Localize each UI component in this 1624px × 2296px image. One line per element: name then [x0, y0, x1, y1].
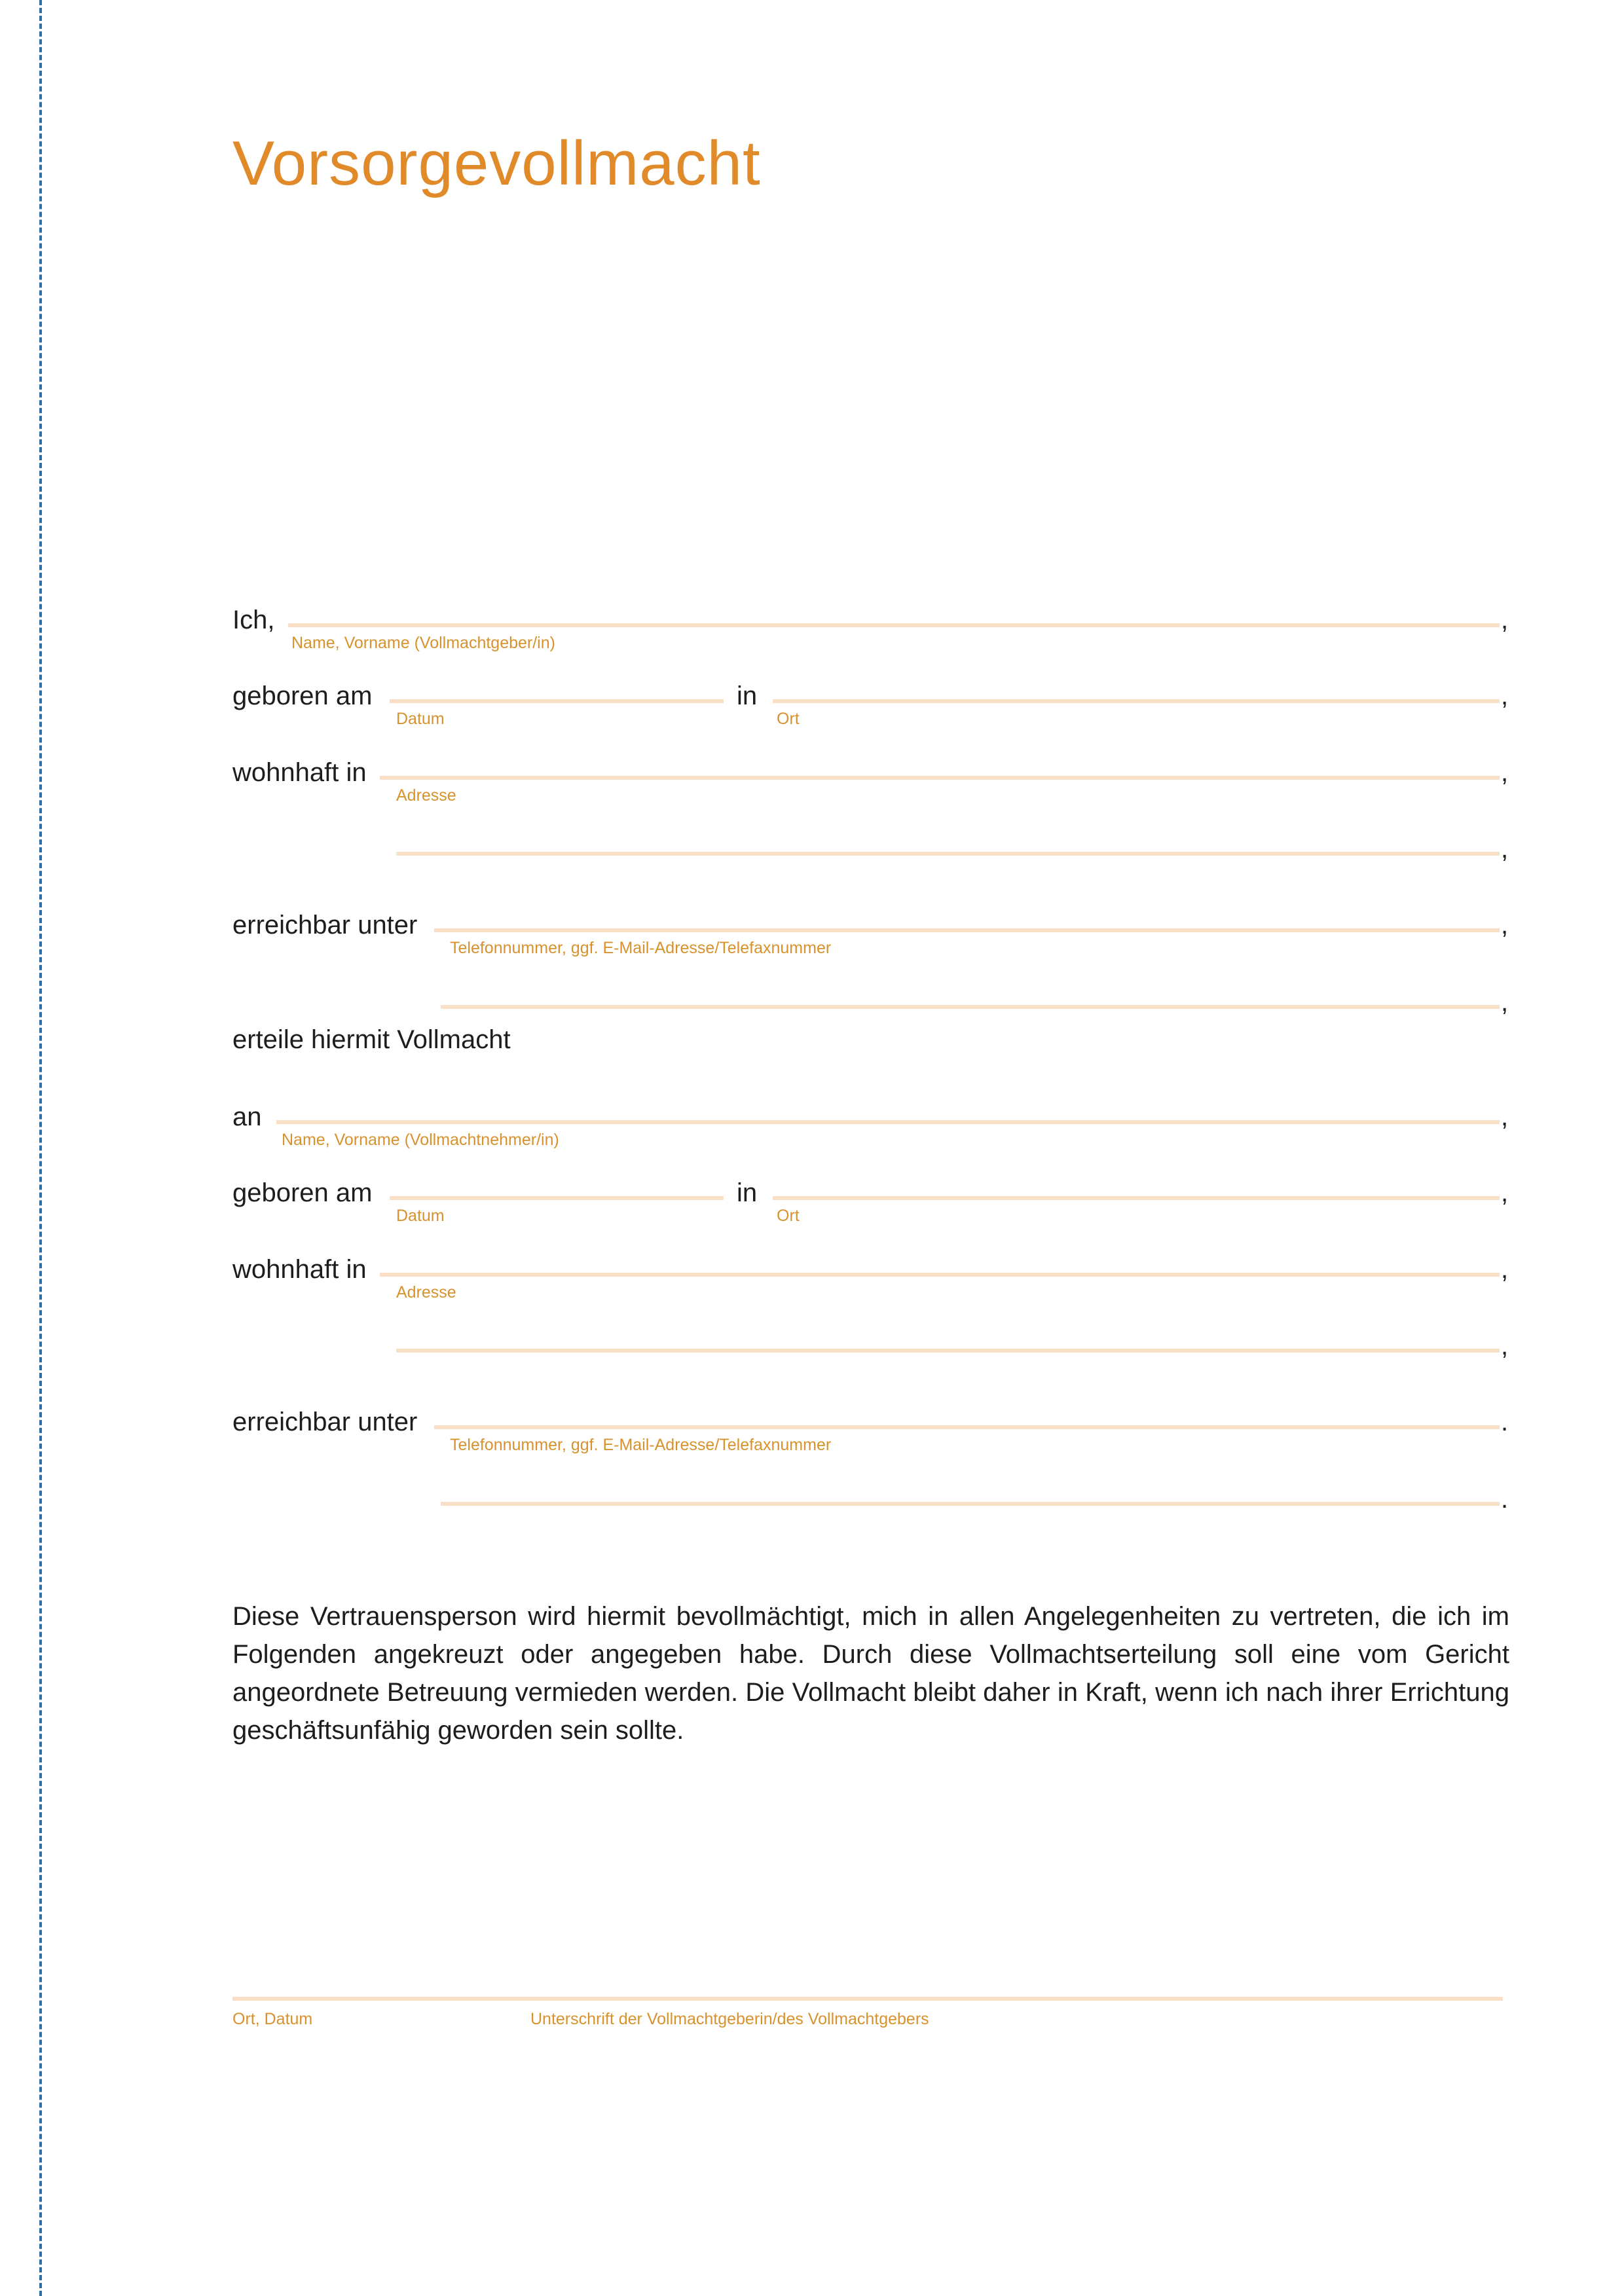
grantee-resident-label: wohnhaft in [232, 1255, 367, 1284]
grantee-birthplace-field[interactable] [773, 1196, 1500, 1200]
grantee-address-field-2[interactable] [396, 1349, 1500, 1353]
punct-comma: , [1501, 758, 1509, 787]
punct-period: . [1501, 1485, 1509, 1514]
grantor-reachable-label: erreichbar unter [232, 911, 418, 939]
punct-comma: , [1501, 1332, 1509, 1360]
authorization-paragraph: Diese Vertrauensperson wird hiermit bevollmächtigt, mich in allen Angelegenheiten zu vertreten, die ich im Folgenden angekreuzt oder angegeben habe. Durch diese Vollmachtserteilung soll eine vom Gericht angeordnete Betreuung vermieden werden. Die Vollmacht bleibt daher in Kraft, wenn ich nach ihrer Errichtung geschäftsunfähig geworden sein sollte. [232, 1602, 1509, 1745]
grantee-address-hint: Adresse [396, 1283, 456, 1302]
grantee-contact-hint: Telefonnummer, ggf. E-Mail-Adresse/Telefaxnummer [450, 1436, 832, 1454]
grantee-contact-field-2[interactable] [441, 1502, 1500, 1506]
grantee-name-field[interactable] [276, 1120, 1500, 1124]
grantor-ich-label: Ich, [232, 606, 275, 634]
punct-comma: , [1501, 1255, 1509, 1284]
grantor-contact-field-2[interactable] [441, 1005, 1500, 1009]
grantor-date-hint: Datum [396, 710, 445, 728]
signature-hint: Unterschrift der Vollmachtgeberin/des Vollmachtgebers [530, 2010, 929, 2028]
grantor-birthdate-field[interactable] [390, 699, 724, 703]
grantee-place-hint: Ort [777, 1207, 800, 1225]
grantee-in-label: in [737, 1178, 758, 1207]
grantee-contact-field[interactable] [434, 1425, 1500, 1429]
grantor-contact-hint: Telefonnummer, ggf. E-Mail-Adresse/Telefaxnummer [450, 939, 832, 957]
grantor-address-hint: Adresse [396, 786, 456, 805]
punct-comma: , [1501, 911, 1509, 939]
grantee-birthdate-field[interactable] [390, 1196, 724, 1200]
place-date-hint: Ort, Datum [232, 2010, 313, 2028]
grantee-address-field[interactable] [380, 1273, 1500, 1277]
grant-statement: erteile hiermit Vollmacht [232, 1025, 511, 1054]
punct-period: . [1501, 1408, 1509, 1436]
punct-comma: , [1501, 1102, 1509, 1131]
signature-field[interactable] [232, 1997, 1503, 2001]
grantor-name-field[interactable] [288, 623, 1500, 627]
grantor-address-field[interactable] [380, 776, 1500, 780]
punct-comma: , [1501, 682, 1509, 710]
fold-margin-line [39, 0, 42, 2296]
grantor-in-label: in [737, 682, 758, 710]
punct-comma: , [1501, 835, 1509, 864]
grantor-name-hint: Name, Vorname (Vollmachtgeber/in) [291, 634, 555, 652]
grantee-an-label: an [232, 1102, 262, 1131]
grantor-place-hint: Ort [777, 710, 800, 728]
grantor-resident-label: wohnhaft in [232, 758, 367, 787]
grantee-reachable-label: erreichbar unter [232, 1408, 418, 1436]
grantee-date-hint: Datum [396, 1207, 445, 1225]
grantee-born-label: geboren am [232, 1178, 373, 1207]
grantor-contact-field[interactable] [434, 928, 1500, 932]
punct-comma: , [1501, 1178, 1509, 1207]
grantor-born-label: geboren am [232, 682, 373, 710]
grantor-birthplace-field[interactable] [773, 699, 1500, 703]
grantor-address-field-2[interactable] [396, 852, 1500, 856]
punct-comma: , [1501, 988, 1509, 1017]
page-title: Vorsorgevollmacht [232, 128, 761, 198]
punct-comma: , [1501, 606, 1509, 634]
grantee-name-hint: Name, Vorname (Vollmachtnehmer/in) [282, 1131, 559, 1149]
